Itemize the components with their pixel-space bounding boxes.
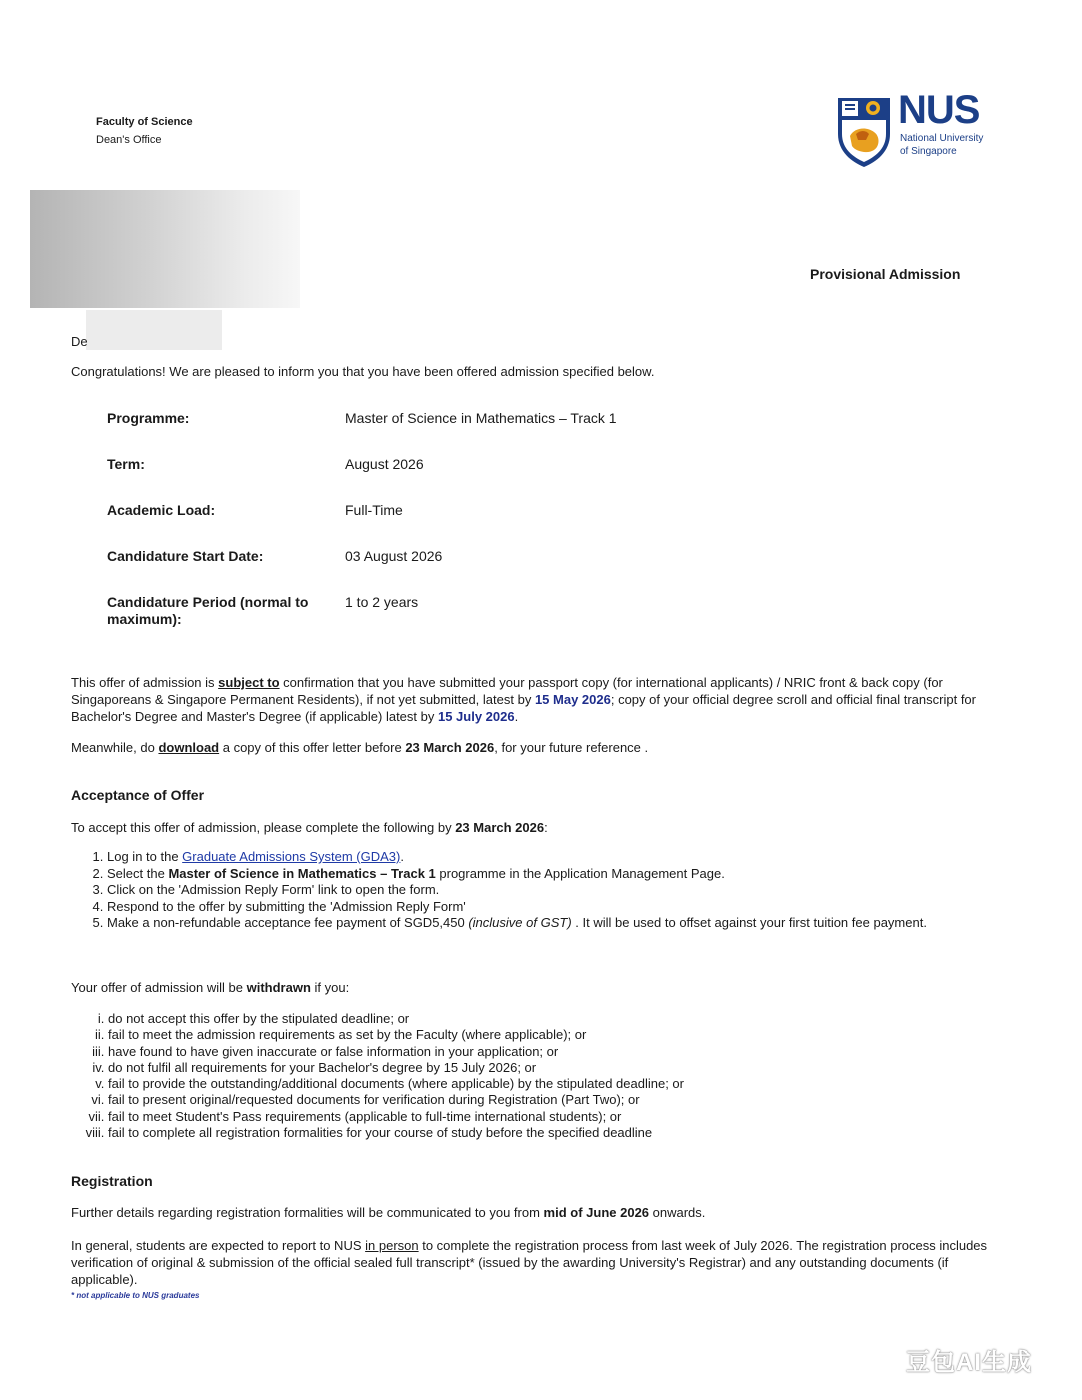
footnote: * not applicable to NUS graduates — [71, 1291, 200, 1300]
condition-item: i. do not accept this offer by the stipulated deadline; or — [108, 1011, 1008, 1027]
office-name: Dean's Office — [96, 134, 162, 146]
gda3-link[interactable]: Graduate Admissions System (GDA3) — [182, 849, 401, 864]
acceptance-steps — [85, 849, 1007, 932]
registration-paragraph-2: In general, students are expected to report to NUS in person to complete the registration process from last week of July 2026. The registration process includes verification of original & submission of the official sealed full transcript* (issued by the awarding University's Registrar) and any outstanding documents (if applicable). — [71, 1238, 988, 1287]
intro-paragraph: Congratulations! We are pleased to inform you that you have been offered admission specified below. — [71, 364, 655, 379]
faculty-name: Faculty of Science — [96, 116, 193, 128]
condition-item: vii. fail to meet Student's Pass requirements (applicable to full-time international students); or — [108, 1109, 1008, 1125]
deadline-transcript: 15 July 2026 — [437, 709, 515, 724]
step-item: 2. Select the Master of Science in Mathematics – Track 1 programme in the Application Management Page. — [107, 866, 1007, 883]
deadline-passport: 15 May 2026 — [534, 692, 611, 707]
acceptance-deadline: 23 March 2026 — [455, 820, 545, 835]
detail-value: August 2026 — [345, 456, 424, 472]
detail-value: Full-Time — [345, 502, 403, 518]
withdrawn-emphasis: withdrawn — [246, 980, 311, 995]
acceptance-lead: To accept this offer of admission, please complete the following by 23 March 2026: — [71, 820, 548, 835]
step-item: 4. Respond to the offer by submitting the 'Admission Reply Form' — [107, 899, 1007, 916]
step-item: 3. Click on the 'Admission Reply Form' link to open the form. — [107, 882, 1007, 899]
ai-watermark: 豆包AI生成 — [906, 1349, 1032, 1376]
registration-heading: Registration — [71, 1173, 153, 1189]
step-item: 1. Log in to the Graduate Admissions System (GDA3). — [107, 849, 1007, 866]
condition-item: v. fail to provide the outstanding/additional documents (where applicable) by the stipulated deadline; or — [108, 1076, 1008, 1092]
salutation: De — [71, 334, 88, 349]
redacted-name-block — [86, 310, 222, 350]
redacted-address-block — [30, 190, 300, 308]
condition-item: viii. fail to complete all registration formalities for your course of study before the specified deadline — [108, 1125, 1008, 1141]
download-deadline: 23 March 2026 — [405, 740, 495, 755]
condition-item: ii. fail to meet the admission requirements as set by the Faculty (where applicable); or — [108, 1027, 1008, 1043]
letterhead-faculty — [96, 113, 193, 149]
condition-item: iv. do not fulfil all requirements for your Bachelor's degree by 15 July 2026; or — [108, 1060, 1008, 1076]
detail-label: Candidature Period (normal to maximum): — [107, 594, 309, 627]
letter-title: Provisional Admission — [810, 266, 961, 282]
detail-label: Academic Load: — [107, 502, 216, 518]
detail-value: 1 to 2 years — [345, 594, 419, 610]
registration-paragraph-1: Further details regarding registration formalities will be communicated to you from mid of June 2026 onwards. — [71, 1205, 706, 1220]
in-person-underline: in person — [365, 1238, 419, 1253]
detail-label: Candidature Start Date: — [107, 548, 264, 564]
detail-value: Master of Science in Mathematics – Track 1 — [345, 410, 617, 426]
acceptance-heading: Acceptance of Offer — [71, 787, 205, 803]
step-item: 5. Make a non-refundable acceptance fee payment of SGD5,450 (inclusive of GST) . It will be used to offset against your first tuition fee payment. — [107, 915, 1007, 932]
download-emphasis: download — [158, 740, 220, 755]
withdrawal-lead: Your offer of admission will be withdrawn if you: — [71, 980, 350, 995]
nus-logo — [836, 88, 1006, 172]
offer-conditions-paragraph: This offer of admission is subject to confirmation that you have submitted your passport copy (for international applicants) / NRIC front & back copy (for Singaporeans & Singapore Permanent Residents), if not yet submitted, latest by 15 May 2026; copy of your official degree scroll and official final transcript for Bachelor's Degree and Master's Degree (if applicable) latest by 15 July 2026. — [71, 675, 976, 724]
subject-to-emphasis: subject to — [218, 675, 280, 690]
download-paragraph: Meanwhile, do download a copy of this offer letter before 23 March 2026, for your future reference . — [71, 740, 649, 755]
detail-label: Term: — [107, 456, 145, 472]
detail-label: Programme: — [107, 410, 190, 426]
nus-crest-icon — [836, 94, 892, 168]
detail-value: 03 August 2026 — [345, 548, 443, 564]
withdrawal-conditions — [92, 1011, 1008, 1141]
logo-wordmark: NUS — [898, 88, 980, 132]
condition-item: vi. fail to present original/requested documents for verification during Registration (Part Two); or — [108, 1092, 1008, 1108]
logo-subtitle: National University of Singapore — [900, 133, 984, 157]
condition-item: iii. have found to have given inaccurate or false information in your application; or — [108, 1044, 1008, 1060]
